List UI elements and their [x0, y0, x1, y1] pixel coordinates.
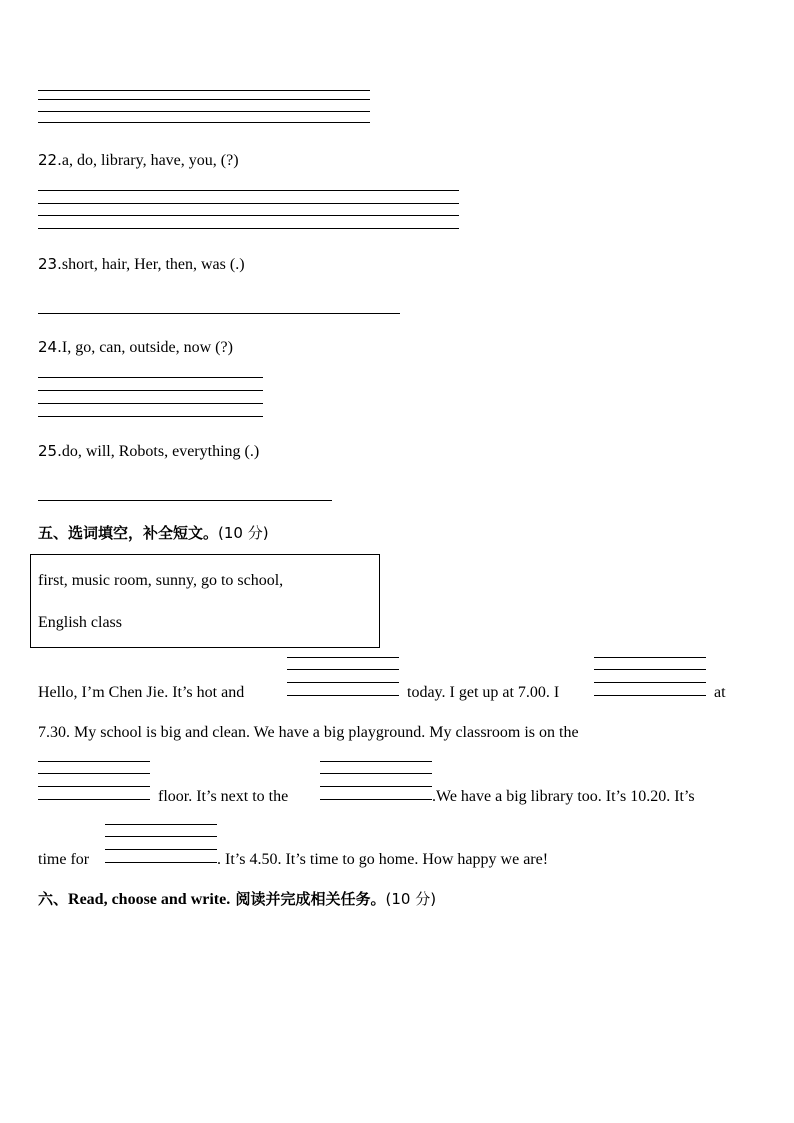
section-6-heading [38, 889, 436, 910]
word-list: I, go, can, outside, now (?) [61, 339, 233, 356]
passage-text: time for [38, 851, 90, 868]
answer-line[interactable] [38, 215, 459, 216]
passage-text: . It’s 4.50. It’s time to go home. How happy we are! [217, 851, 549, 868]
word-list: do, will, Robots, everything (.) [61, 443, 260, 460]
answer-line[interactable] [38, 390, 263, 391]
answer-line[interactable] [38, 500, 332, 501]
question-23 [38, 254, 245, 275]
passage-text: at [714, 684, 726, 701]
answer-line[interactable] [38, 416, 263, 417]
answer-line[interactable] [38, 203, 459, 204]
section-5-heading [38, 523, 269, 543]
fill-blank-4[interactable] [320, 761, 432, 801]
passage-text: .We have a big library too. It’s 10.20. It’s [432, 788, 695, 805]
fill-blank-3[interactable] [38, 761, 150, 801]
section-title-english: Read, choose and write. [68, 891, 231, 908]
answer-line[interactable] [38, 377, 263, 378]
answer-line[interactable] [38, 111, 370, 112]
question-number: 22. [38, 151, 62, 169]
question-25 [38, 441, 259, 462]
fill-blank-1[interactable] [287, 657, 399, 697]
section-prefix: 六、 [38, 890, 69, 908]
answer-line[interactable] [38, 403, 263, 404]
question-22 [38, 150, 239, 171]
section-score: (10 分) [218, 524, 269, 542]
passage-text: floor. It’s next to the [158, 788, 289, 805]
word-bank-line: first, music room, sunny, go to school, [38, 572, 284, 589]
word-bank-box [30, 554, 380, 648]
passage-text: today. I get up at 7.00. I [407, 684, 560, 701]
question-number: 25. [38, 442, 62, 460]
answer-line[interactable] [38, 228, 459, 229]
section-title: 五、选词填空，补全短文。 [38, 524, 219, 542]
answer-line[interactable] [38, 90, 370, 91]
fill-blank-2[interactable] [594, 657, 706, 697]
word-list: a, do, library, have, you, (?) [61, 152, 239, 169]
question-number: 24. [38, 338, 62, 356]
answer-line[interactable] [38, 99, 370, 100]
passage-text: Hello, I’m Chen Jie. It’s hot and [38, 684, 245, 701]
passage-text: 7.30. My school is big and clean. We have a big playground. My classroom is on the [38, 724, 579, 741]
question-number: 23. [38, 255, 62, 273]
question-24 [38, 337, 233, 358]
section-score: (10 分) [385, 890, 437, 908]
word-bank-line: English class [38, 614, 122, 631]
answer-line[interactable] [38, 313, 400, 314]
word-list: short, hair, Her, then, was (.) [61, 256, 245, 273]
answer-line[interactable] [38, 122, 370, 123]
fill-blank-5[interactable] [105, 824, 217, 864]
answer-line[interactable] [38, 190, 459, 191]
section-title-chinese: 阅读并完成相关任务。 [235, 890, 386, 908]
